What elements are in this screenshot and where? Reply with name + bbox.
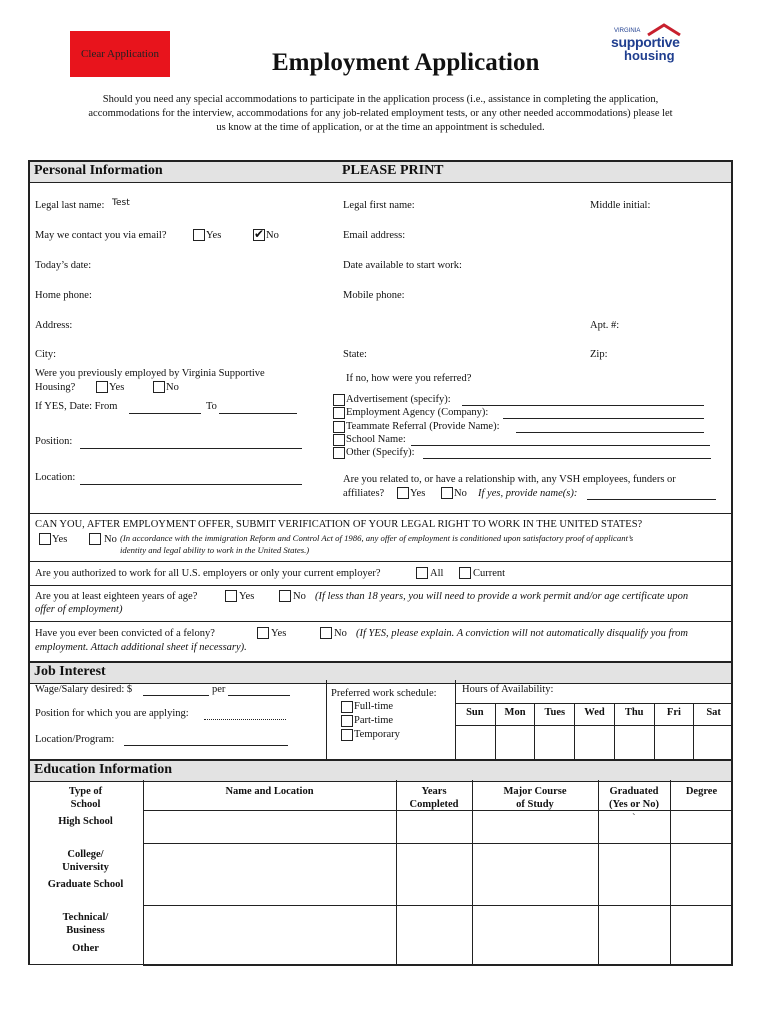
- felony-no-checkbox[interactable]: [320, 627, 332, 639]
- col-degree-line: Degree: [685, 786, 718, 797]
- from-date-field[interactable]: [129, 413, 201, 414]
- authorized-current-label: Current: [473, 568, 506, 579]
- full-time-checkbox[interactable]: [341, 701, 353, 713]
- day-column-sat[interactable]: [693, 703, 733, 759]
- please-print: PLEASE PRINT: [342, 163, 444, 178]
- age-note-cont: offer of employment): [35, 604, 123, 615]
- related-question: Are you related to, or have a relationship with, any VSH employees, funders or: [343, 474, 676, 485]
- page-title: Employment Application: [272, 49, 540, 76]
- related-yes-checkbox[interactable]: [397, 487, 409, 499]
- applying-position-field[interactable]: [204, 719, 286, 720]
- felony-note-cont: employment. Attach additional sheet if necessary).: [35, 642, 247, 653]
- part-time-checkbox[interactable]: [341, 715, 353, 727]
- felony-no-label: No: [334, 628, 347, 639]
- vsh-logo: [608, 23, 698, 67]
- personal-info-header: [28, 160, 733, 183]
- edu-col-border: [670, 780, 671, 965]
- part-time-label: Part-time: [354, 715, 394, 726]
- verification-note: (In accordance with the immigration Reform and Control Act of 1986, any offer of employment is conditioned upon satisfactory proof of applicant’s: [120, 533, 634, 543]
- job-interest-header: [28, 661, 733, 684]
- intro-line: Should you need any special accommodations to participate in the application process (i.e., assistance in completing the application,: [102, 94, 659, 105]
- row-other-label: Other: [72, 943, 99, 954]
- edu-row-border: [143, 905, 733, 906]
- day-column-thu[interactable]: [614, 703, 654, 759]
- address-label: Address:: [35, 320, 73, 331]
- prev-employed-yes-label: Yes: [109, 382, 125, 393]
- related-ifyes-label: If yes, provide name(s):: [478, 488, 578, 499]
- location-program-label: Location/Program:: [35, 734, 115, 745]
- ref-advertisement-label: Advertisement (specify):: [346, 394, 451, 405]
- education-header: [28, 759, 733, 782]
- age-no-checkbox[interactable]: [279, 590, 291, 602]
- col-major-course: [472, 785, 598, 811]
- to-date-field[interactable]: [219, 413, 297, 414]
- col-major-line2: of Study: [516, 799, 554, 810]
- divider: [28, 561, 733, 562]
- ref-advertisement-field[interactable]: [462, 405, 704, 406]
- wage-period-field[interactable]: [228, 695, 290, 696]
- mobile-phone-label: Mobile phone:: [343, 290, 405, 301]
- ref-other-field[interactable]: [423, 458, 711, 459]
- age-yes-label: Yes: [239, 591, 255, 602]
- verification-no-label: No: [104, 534, 117, 545]
- authorized-all-checkbox[interactable]: [416, 567, 428, 579]
- col-type-of-school: [28, 785, 143, 811]
- divider: [28, 585, 733, 586]
- row-hs-label: High School: [58, 816, 113, 827]
- related-names-field[interactable]: [587, 499, 716, 500]
- intro-line: us know at the time of application, or at the time an appointment is scheduled.: [216, 122, 545, 133]
- graduated-mark: `: [632, 812, 636, 824]
- location-program-field[interactable]: [124, 745, 288, 746]
- personal-info-title: Personal Information: [34, 163, 163, 178]
- day-column-wed[interactable]: [574, 703, 614, 759]
- prev-dates-label: If YES, Date: From: [35, 401, 118, 412]
- col-name-line: Name and Location: [225, 786, 314, 797]
- edu-col-border: [598, 780, 599, 965]
- full-time-label: Full-time: [354, 701, 394, 712]
- col-major-line1: Major Course: [503, 786, 567, 797]
- apt-label: Apt. #:: [590, 320, 620, 331]
- logo-supportive-text: supportive: [611, 34, 680, 50]
- available-date-label: Date available to start work:: [343, 260, 462, 271]
- middle-initial-label: Middle initial:: [590, 200, 651, 211]
- edu-col-border: [472, 780, 473, 965]
- verification-yes-label: Yes: [52, 534, 68, 545]
- related-no-label: No: [454, 488, 467, 499]
- verification-no-checkbox[interactable]: [89, 533, 101, 545]
- related-no-checkbox[interactable]: [441, 487, 453, 499]
- row-college-line1: College/: [67, 849, 104, 860]
- ref-advertisement-checkbox[interactable]: [333, 394, 345, 406]
- city-label: City:: [35, 349, 57, 360]
- wage-label: Wage/Salary desired: $: [35, 684, 133, 695]
- col-grad-line2: (Yes or No): [609, 799, 659, 810]
- authorized-current-checkbox[interactable]: [459, 567, 471, 579]
- temporary-label: Temporary: [354, 729, 400, 740]
- row-tech-line2: Business: [66, 925, 105, 936]
- applying-position-label: Position for which you are applying:: [35, 708, 189, 719]
- prev-location-label: Location:: [35, 472, 76, 483]
- row-graduate-label: Graduate School: [47, 879, 124, 890]
- edu-row-border: [143, 965, 733, 966]
- home-phone-label: Home phone:: [35, 290, 92, 301]
- col-degree: [670, 785, 733, 798]
- felony-note: (If YES, please explain. A conviction will not automatically disqualify you from: [356, 628, 688, 639]
- col-years-line1: Years: [421, 786, 447, 797]
- prev-employed-yes-checkbox[interactable]: [96, 381, 108, 393]
- age-no-label: No: [293, 591, 306, 602]
- related-yes-label: Yes: [410, 488, 426, 499]
- divider: [28, 513, 733, 514]
- related-question-cont: affiliates?: [343, 488, 385, 499]
- contact-email-no-label: No: [266, 230, 279, 241]
- prev-location-field[interactable]: [80, 484, 302, 485]
- zip-label: Zip:: [590, 349, 608, 360]
- first-name-label: Legal first name:: [343, 200, 415, 211]
- prev-employed-no-label: No: [166, 382, 179, 393]
- schedule-divider: [326, 680, 327, 759]
- day-label: Fri: [666, 707, 681, 718]
- wage-field[interactable]: [143, 695, 209, 696]
- verification-yes-checkbox[interactable]: [39, 533, 51, 545]
- contact-email-yes-label: Yes: [206, 230, 222, 241]
- prev-employed-question-cont: Housing?: [35, 382, 76, 393]
- prev-employed-no-checkbox[interactable]: [153, 381, 165, 393]
- clear-application-label: Clear Application: [81, 48, 159, 60]
- row-college: [28, 848, 143, 874]
- edu-row-border: [143, 843, 733, 844]
- prev-position-label: Position:: [35, 436, 73, 447]
- schedule-label: Preferred work schedule:: [331, 688, 437, 699]
- day-label: Tues: [544, 707, 566, 718]
- ref-school-checkbox[interactable]: [333, 434, 345, 446]
- ref-teammate-label: Teammate Referral (Provide Name):: [346, 421, 500, 432]
- day-label: Wed: [584, 707, 605, 718]
- logo-housing-text: housing: [624, 48, 675, 63]
- contact-email-yes-checkbox[interactable]: [193, 229, 205, 241]
- email-label: Email address:: [343, 230, 406, 241]
- day-label: Thu: [624, 707, 644, 718]
- verification-note-cont: identity and legal ability to work in the United States.): [120, 545, 310, 555]
- age-note: (If less than 18 years, you will need to provide a work permit and/or age certificate upon: [315, 591, 689, 602]
- felony-yes-checkbox[interactable]: [257, 627, 269, 639]
- temporary-checkbox[interactable]: [341, 729, 353, 741]
- felony-yes-label: Yes: [271, 628, 287, 639]
- edu-col-border: [143, 780, 144, 965]
- day-label: Mon: [504, 707, 526, 718]
- col-years-completed: [396, 785, 472, 811]
- hours-label: Hours of Availability:: [462, 684, 554, 695]
- contact-email-no-checkbox[interactable]: [253, 229, 265, 241]
- education-title: Education Information: [34, 762, 173, 777]
- row-graduate-school: [28, 878, 143, 891]
- ref-teammate-checkbox[interactable]: [333, 421, 345, 433]
- verification-question: CAN YOU, AFTER EMPLOYMENT OFFER, SUBMIT VERIFICATION OF YOUR LEGAL RIGHT TO WORK IN THE UNITED STATES?: [35, 519, 643, 530]
- per-label: per: [212, 684, 226, 695]
- row-high-school: [28, 815, 143, 828]
- col-type-line1: Type of: [68, 786, 103, 797]
- prev-position-field[interactable]: [80, 448, 302, 449]
- authorized-question: Are you authorized to work for all U.S. employers or only your current employer?: [35, 568, 381, 579]
- job-interest-title: Job Interest: [34, 664, 106, 679]
- edu-col-border: [396, 780, 397, 965]
- row-tech-line1: Technical/: [62, 912, 109, 923]
- age-question: Are you at least eighteen years of age?: [35, 591, 198, 602]
- days-header-border: [455, 725, 733, 726]
- ref-other-label: Other (Specify):: [346, 447, 415, 458]
- clear-application-button[interactable]: [70, 31, 170, 77]
- today-date-label: Today’s date:: [35, 260, 92, 271]
- day-column-fri[interactable]: [654, 703, 694, 759]
- day-column-sun[interactable]: [455, 703, 495, 759]
- ref-agency-checkbox[interactable]: [333, 407, 345, 419]
- col-years-line2: Completed: [409, 799, 459, 810]
- col-graduated: [598, 785, 670, 811]
- intro-text: [28, 93, 733, 135]
- row-college-line2: University: [62, 862, 109, 873]
- day-column-tues[interactable]: [534, 703, 574, 759]
- form-border: [28, 160, 733, 965]
- day-label: Sun: [466, 707, 484, 718]
- referred-question: If no, how were you referred?: [346, 373, 472, 384]
- ref-school-field[interactable]: [411, 445, 710, 446]
- authorized-all-label: All: [430, 568, 444, 579]
- felony-question: Have you ever been convicted of a felony?: [35, 628, 215, 639]
- age-yes-checkbox[interactable]: [225, 590, 237, 602]
- ref-agency-field[interactable]: [503, 418, 704, 419]
- ref-agency-label: Employment Agency (Company):: [346, 407, 489, 418]
- ref-other-checkbox[interactable]: [333, 447, 345, 459]
- row-other: [28, 942, 143, 955]
- edu-header-border: [143, 810, 733, 811]
- to-label: To: [206, 401, 217, 412]
- state-label: State:: [343, 349, 367, 360]
- prev-employed-question: Were you previously employed by Virginia Supportive: [35, 368, 265, 379]
- col-name-location: [143, 785, 396, 798]
- intro-line: accommodations for the interview, accommodations for any job-related employment tests, or any other needed accommodations) please let: [88, 108, 673, 119]
- ref-teammate-field[interactable]: [516, 432, 704, 433]
- logo-state-text: VIRGINIA: [614, 28, 641, 34]
- col-type-line2: School: [70, 799, 101, 810]
- col-grad-line1: Graduated: [609, 786, 659, 797]
- ref-school-label: School Name:: [346, 434, 406, 445]
- day-label: Sat: [706, 707, 721, 718]
- last-name-input[interactable]: Test: [112, 198, 130, 208]
- contact-email-question: May we contact you via email?: [35, 230, 167, 241]
- last-name-label: Legal last name:: [35, 200, 105, 211]
- row-technical: [28, 911, 143, 937]
- divider: [28, 621, 733, 622]
- day-column-mon[interactable]: [495, 703, 535, 759]
